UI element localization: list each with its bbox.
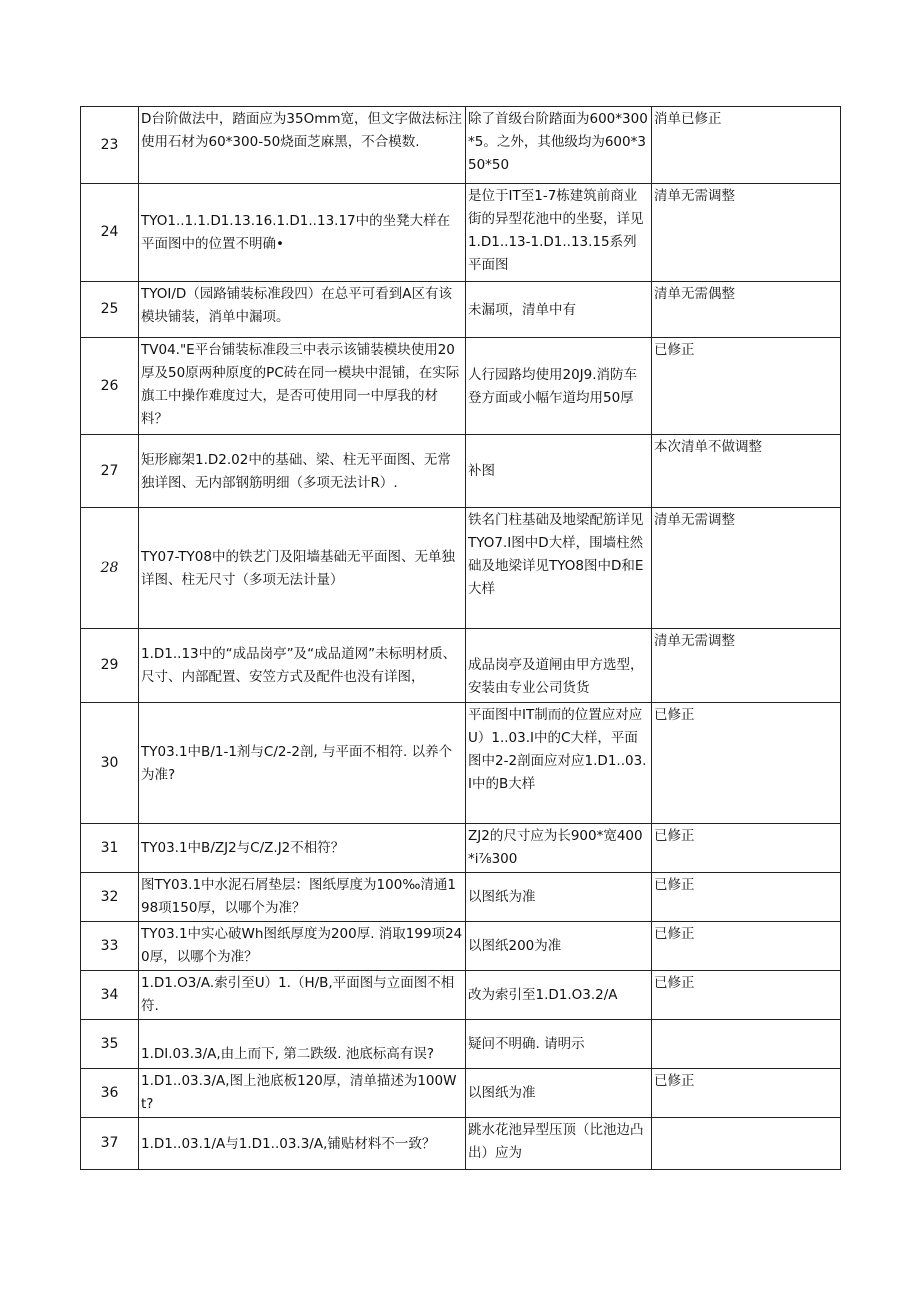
question-cell: TY03.1中B/1-1剂与C/2-2剖, 与平面不相符. 以养个为准? bbox=[139, 703, 466, 824]
table-row bbox=[81, 107, 841, 184]
table-row bbox=[81, 971, 841, 1020]
question-cell: 1.D1..03.1/A与1.D1..03.3/A,铺贴材料不一致？ bbox=[139, 1118, 466, 1170]
row-number: 32 bbox=[81, 873, 139, 922]
question-cell: 矩形廊架1.D2.02中的基础、梁、柱无平面图、无常独详图、无内部钢筋明细（多项无法计R）. bbox=[139, 435, 466, 508]
question-cell: 1.D1..03.3/A,图上池底板120厚，清单描述为100Wt? bbox=[139, 1069, 466, 1118]
table-row bbox=[81, 508, 841, 629]
status-cell bbox=[652, 1118, 841, 1170]
row-number: 26 bbox=[81, 338, 139, 435]
row-number: 36 bbox=[81, 1069, 139, 1118]
row-number: 25 bbox=[81, 282, 139, 338]
review-table bbox=[80, 106, 841, 1170]
reply-cell: 补图 bbox=[466, 435, 652, 508]
status-cell: 已修正 bbox=[652, 971, 841, 1020]
status-cell: 清单无需调整 bbox=[652, 508, 841, 629]
row-number: 34 bbox=[81, 971, 139, 1020]
question-cell: 1.D1.O3/A.索引至U）1.（H/B,平面图与立面图不相符. bbox=[139, 971, 466, 1020]
table-row bbox=[81, 922, 841, 971]
table-row bbox=[81, 1020, 841, 1069]
reply-cell: 平面图中IT制而的位置应对应U）1..03.I中的C大样，平面图中2-2剖面应对应1.D1..03.I中的B大样 bbox=[466, 703, 652, 824]
question-cell: TYO1..1.1.D1.13.16.1.D1..13.17中的坐凳大样在平面图中的位置不明确• bbox=[139, 184, 466, 282]
question-cell: TYOI/D（园路铺装标准段四）在总平可看到A区有该模块铺装，消单中漏项。 bbox=[139, 282, 466, 338]
question-cell: D台阶做法中，踏面应为35Omm宽，但文字做法标注使用石材为60*300-50烧面芝麻黑，不合模数. bbox=[139, 107, 466, 184]
status-cell: 已修正 bbox=[652, 338, 841, 435]
row-number: 30 bbox=[81, 703, 139, 824]
status-cell: 已修正 bbox=[652, 1069, 841, 1118]
status-cell: 本次清单不做调整 bbox=[652, 435, 841, 508]
row-number: 35 bbox=[81, 1020, 139, 1069]
table-row bbox=[81, 1118, 841, 1170]
question-cell: 1.DI.03.3/A,由上而下, 第二跌级. 池底标高有误? bbox=[139, 1020, 466, 1069]
row-number: 37 bbox=[81, 1118, 139, 1170]
row-number: 28 bbox=[81, 508, 139, 629]
reply-cell: 以图纸200为准 bbox=[466, 922, 652, 971]
row-number: 27 bbox=[81, 435, 139, 508]
table-row bbox=[81, 338, 841, 435]
table-row bbox=[81, 824, 841, 873]
reply-cell: 跳水花池异型压顶（比池边凸出）应为 bbox=[466, 1118, 652, 1170]
row-number: 31 bbox=[81, 824, 139, 873]
status-cell: 清单无需调整 bbox=[652, 629, 841, 703]
table-row bbox=[81, 703, 841, 824]
status-cell: 清单无需调整 bbox=[652, 184, 841, 282]
status-cell: 已修正 bbox=[652, 824, 841, 873]
status-cell: 清单无需偶整 bbox=[652, 282, 841, 338]
question-cell: TY07-TY08中的铁艺门及阳墙基础无平面图、无单独详图、柱无尺寸（多项无法计量） bbox=[139, 508, 466, 629]
row-number: 33 bbox=[81, 922, 139, 971]
question-cell: TY03.1中B/ZJ2与C/Z.J2不相符？ bbox=[139, 824, 466, 873]
question-cell: 图TY03.1中水泥石屑垫层：图纸厚度为100‰清通198项150厚，以哪个为准？ bbox=[139, 873, 466, 922]
reply-cell: 疑问不明确. 请明示 bbox=[466, 1020, 652, 1069]
row-number: 29 bbox=[81, 629, 139, 703]
status-cell bbox=[652, 1020, 841, 1069]
reply-cell: 以图纸为准 bbox=[466, 873, 652, 922]
status-cell: 已修正 bbox=[652, 922, 841, 971]
reply-cell: 以图纸为准 bbox=[466, 1069, 652, 1118]
question-cell: TV04."E平台铺装标准段三中表示该铺装模块使用20厚及50原两种原度的PC砖在同一模块中混铺，在实际旗工中操作难度过大，是否可使用同一中厚我的材料？ bbox=[139, 338, 466, 435]
table-row bbox=[81, 629, 841, 703]
reply-cell: 铁名门柱基础及地梁配筋详见TYO7.I图中D大样，围墙柱然础及地梁详见TYO8图中D和E大样 bbox=[466, 508, 652, 629]
table-row bbox=[81, 1069, 841, 1118]
reply-cell: ZJ2的尺寸应为长900*宽400*i⅞300 bbox=[466, 824, 652, 873]
reply-cell: 改为索引至1.D1.O3.2/A bbox=[466, 971, 652, 1020]
table-row bbox=[81, 282, 841, 338]
table-row bbox=[81, 873, 841, 922]
question-cell: TY03.1中实心破Wh图纸厚度为200厚. 消取199项240厚，以哪个为准？ bbox=[139, 922, 466, 971]
reply-cell: 除了首级台阶踏面为600*300*5。之外，其他级均为600*350*50 bbox=[466, 107, 652, 184]
status-cell: 消单已修正 bbox=[652, 107, 841, 184]
reply-cell: 是位于IT至1-7栋建筑前商业街的异型花池中的坐娶，详见1.D1..13-1.D1..13.15系列平面图 bbox=[466, 184, 652, 282]
table-row bbox=[81, 184, 841, 282]
status-cell: 已修正 bbox=[652, 873, 841, 922]
reply-cell: 人行园路均使用20J9.消防车登方面或小幅乍道均用50厚 bbox=[466, 338, 652, 435]
status-cell: 已修正 bbox=[652, 703, 841, 824]
reply-cell: 成品岗亭及道闸由甲方选型，安装由专业公司货货 bbox=[466, 629, 652, 703]
table-row bbox=[81, 435, 841, 508]
row-number: 24 bbox=[81, 184, 139, 282]
reply-cell: 未漏项，清单中有 bbox=[466, 282, 652, 338]
question-cell: 1.D1..13中的“成品岗亭”及“成品道网”未标明材质、尺寸、内部配置、安笠方式及配件也没有详图， bbox=[139, 629, 466, 703]
row-number: 23 bbox=[81, 107, 139, 184]
